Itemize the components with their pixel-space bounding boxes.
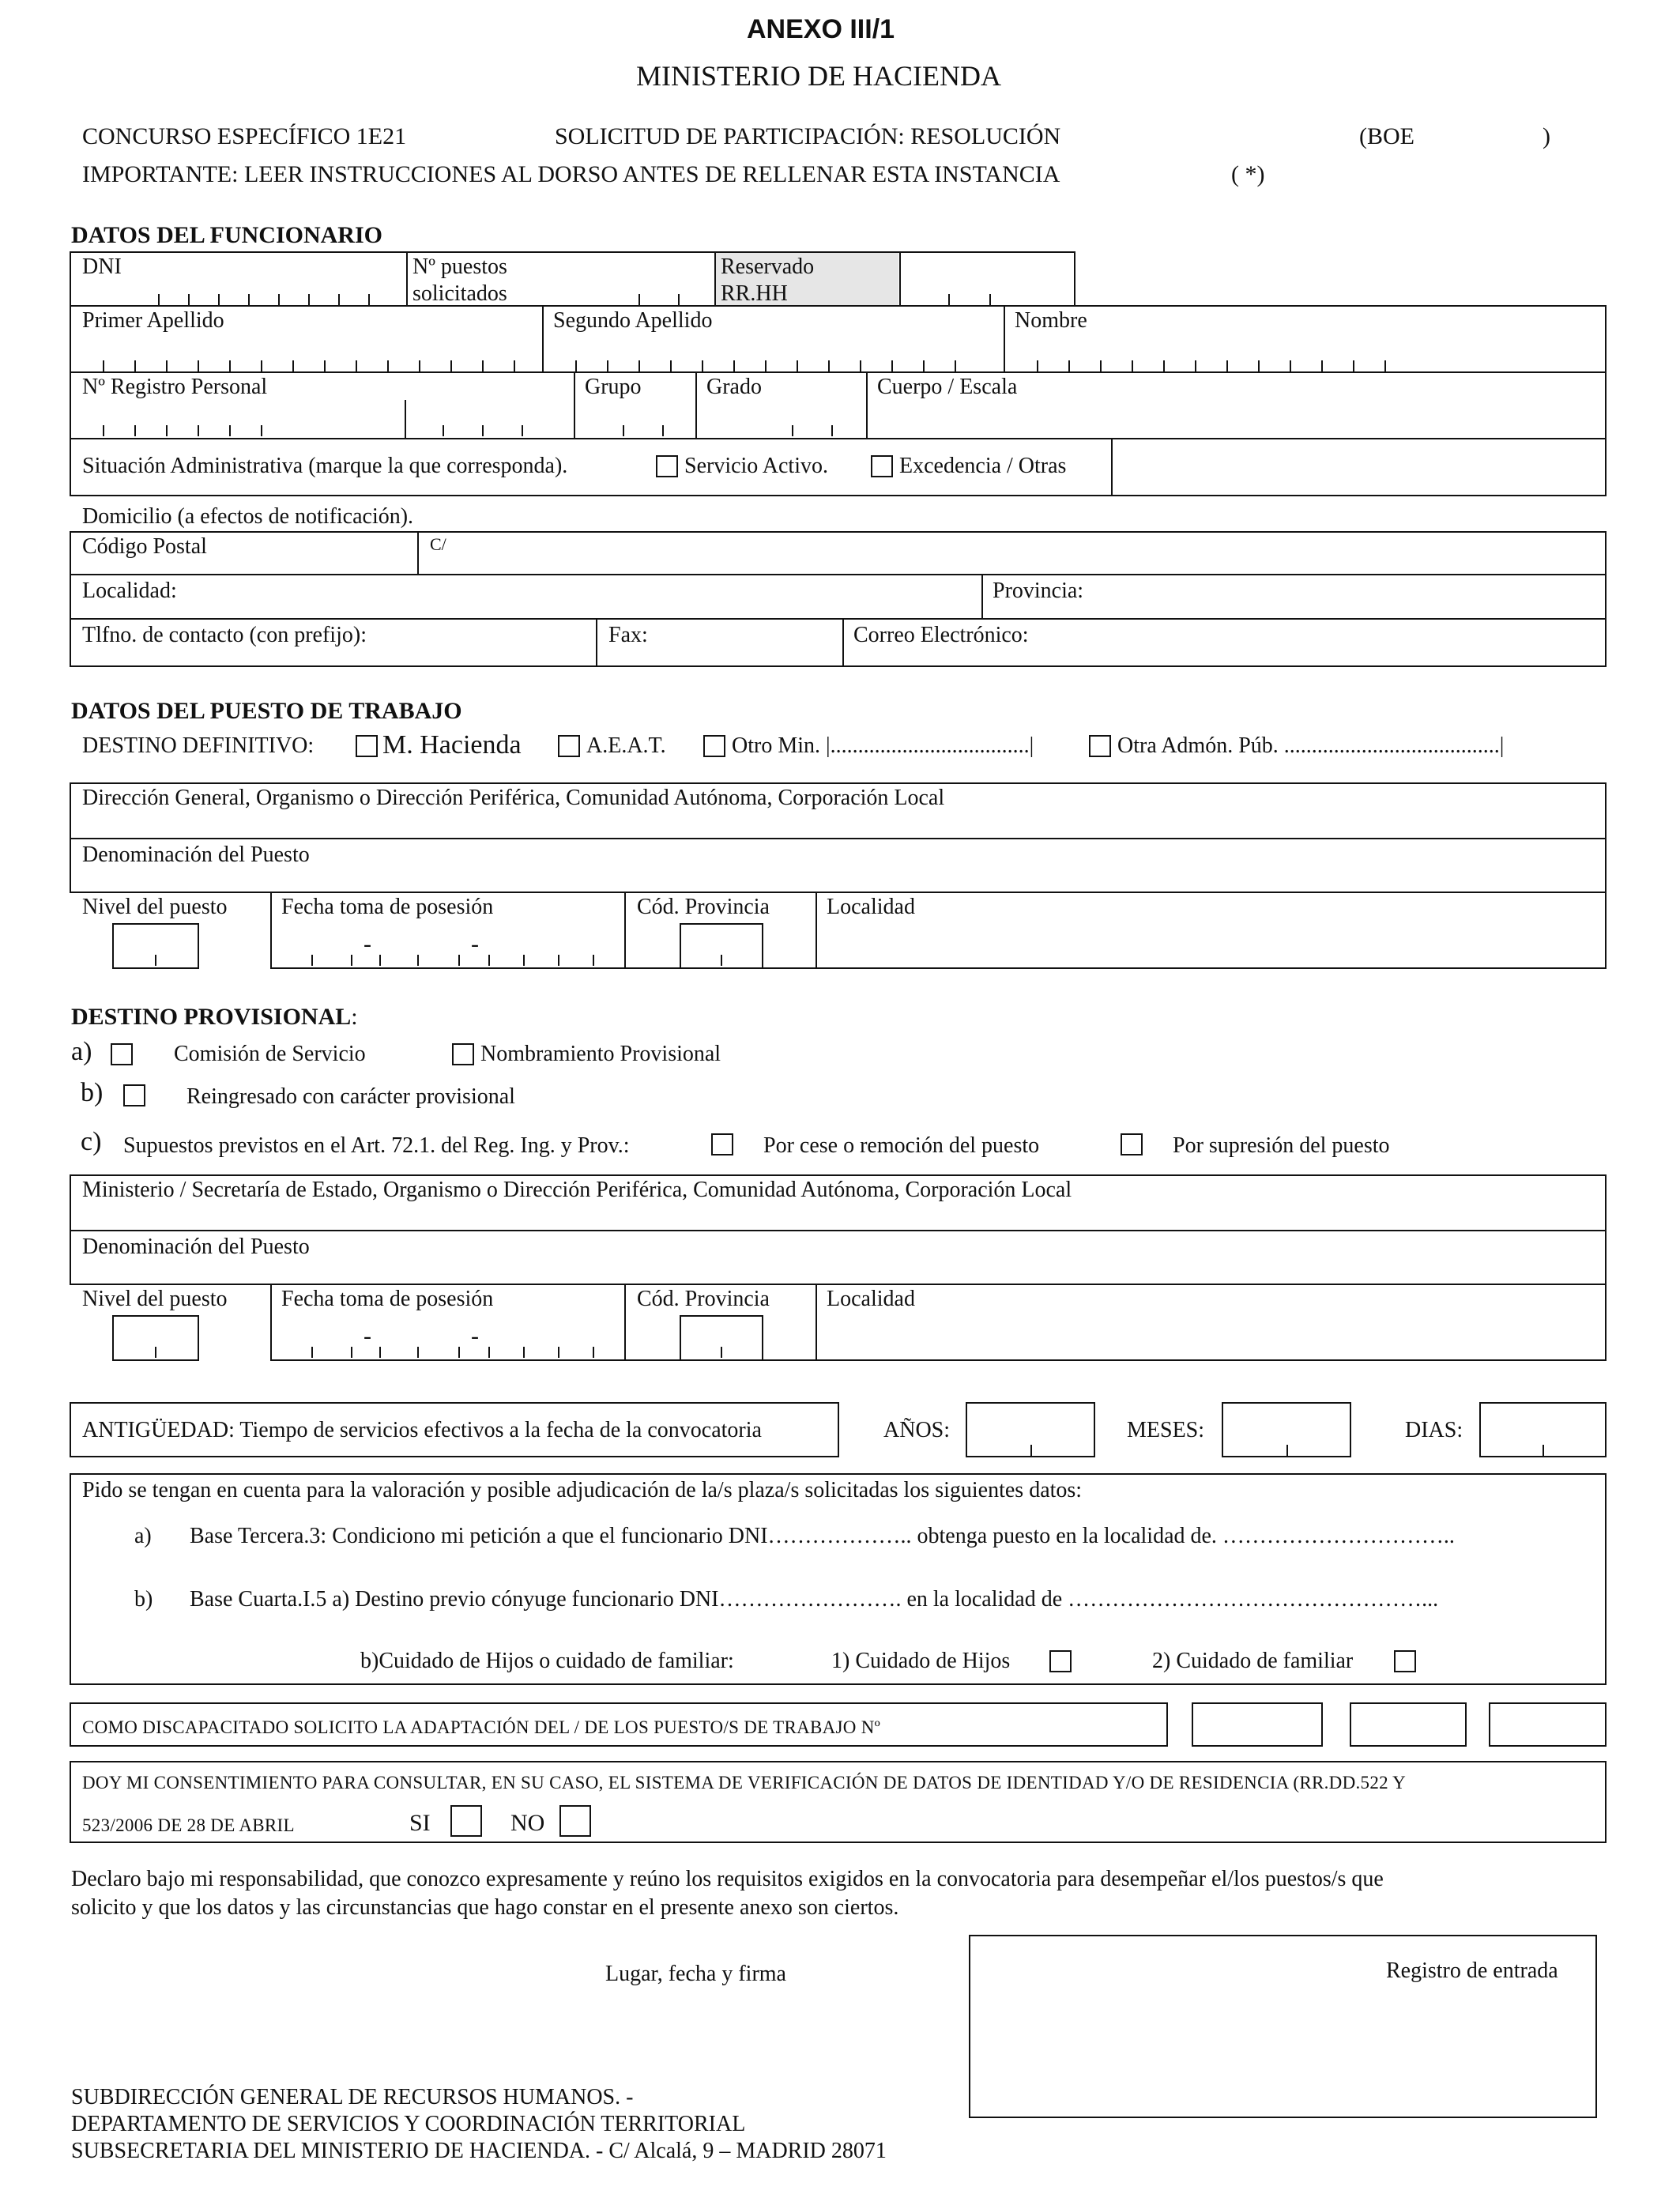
label-registry: Nº Registro Personal	[82, 375, 268, 399]
label-reserved-2: RR.HH	[721, 281, 788, 306]
checkbox-other-ministry[interactable]	[703, 735, 725, 757]
input-email[interactable]	[844, 620, 1605, 665]
label-base-a: a)	[134, 1524, 152, 1548]
input-disability-1[interactable]	[1192, 1702, 1323, 1747]
provisional-title-colon: :	[351, 1004, 358, 1030]
label-years: AÑOS:	[883, 1418, 951, 1442]
label-months: MESES:	[1127, 1418, 1205, 1442]
label-fax: Fax:	[608, 623, 648, 647]
input-positions[interactable]	[616, 269, 711, 305]
def-date-dash-2: -	[471, 931, 479, 957]
label-request-intro: Pido se tengan en cuenta para la valoración y posible adjudicación de la/s plaza/s solicitadas los siguientes datos:	[82, 1478, 1083, 1502]
label-consent-yes: SI	[409, 1810, 431, 1836]
checkbox-other-admin[interactable]	[1089, 735, 1111, 757]
declaration-line-1: Declaro bajo mi responsabilidad, que conozco expresamente y reúno los requisitos exigidos en la convocatoria para desempeñar el/los puestos/s que	[71, 1867, 1384, 1891]
footer-line-3: SUBSECRETARIA DEL MINISTERIO DE HACIENDA. - C/ Alcalá, 9 – MADRID 28071	[71, 2139, 887, 2163]
def-input-org[interactable]	[71, 814, 1605, 836]
prov-input-org[interactable]	[71, 1206, 1605, 1228]
label-body: Cuerpo / Escala	[877, 375, 1018, 399]
label-disability: COMO DISCAPACITADO SOLICITO LA ADAPTACIÓN DEL / DE LOS PUESTO/S DE TRABAJO Nº	[82, 1717, 881, 1737]
provisional-title: DESTINO PROVISIONAL	[71, 1004, 352, 1030]
def-label-org: Dirección General, Organismo o Dirección Periférica, Comunidad Autónoma, Corporación Local	[82, 786, 945, 810]
input-body[interactable]	[868, 400, 1605, 438]
signature-area[interactable]	[443, 1992, 917, 2087]
important-notice: IMPORTANTE: LEER INSTRUCCIONES AL DORSO ANTES DE RELLENAR ESTA INSTANCIA	[82, 161, 1060, 187]
label-situation: Situación Administrativa (marque la que corresponda).	[82, 454, 568, 478]
prov-input-denomination[interactable]	[71, 1261, 1605, 1284]
def-input-locality[interactable]	[817, 922, 1605, 967]
label-dni: DNI	[82, 254, 122, 279]
label-assumptions: Supuestos previstos en el Art. 72.1. del Reg. Ing. y Prov.:	[123, 1133, 630, 1158]
contest-code: CONCURSO ESPECÍFICO 1E21	[82, 123, 407, 149]
prov-label-denomination: Denominación del Puesto	[82, 1235, 310, 1259]
label-reserved: Reservado	[721, 254, 815, 279]
input-group[interactable]	[575, 400, 694, 438]
def-label-date: Fecha toma de posesión	[281, 895, 494, 919]
checkbox-reentry[interactable]	[123, 1084, 145, 1106]
checkbox-consent-yes[interactable]	[450, 1805, 482, 1837]
label-registry-entry: Registro de entrada	[1386, 1958, 1558, 1983]
label-consent-2: 523/2006 DE 28 DE ABRIL	[82, 1815, 295, 1835]
important-ref: ( *)	[1231, 161, 1265, 187]
section-job: DATOS DEL PUESTO DE TRABAJO	[71, 698, 462, 724]
label-phone: Tlfno. de contacto (con prefijo):	[82, 623, 367, 647]
def-input-date[interactable]	[272, 925, 624, 967]
prov-date-dash-2: -	[471, 1323, 479, 1349]
label-care-children: 1) Cuidado de Hijos	[831, 1649, 1011, 1673]
input-street[interactable]	[419, 533, 1605, 574]
def-input-denomination[interactable]	[71, 869, 1605, 892]
input-surname2[interactable]	[544, 348, 1002, 371]
input-province[interactable]	[983, 575, 1605, 618]
label-signature: Lugar, fecha y firma	[605, 1962, 786, 1986]
prov-input-date[interactable]	[272, 1317, 624, 1359]
checkbox-cessation[interactable]	[711, 1133, 733, 1155]
declaration-line-2: solicito y que los datos y las circunstancias que hago constar en el presente anexo son ciertos.	[71, 1895, 899, 1920]
label-seniority: ANTIGÜEDAD: Tiempo de servicios efectivos a la fecha de la convocatoria	[82, 1418, 762, 1442]
label-positions: Nº puestos	[412, 254, 507, 279]
def-label-denomination: Denominación del Puesto	[82, 843, 310, 867]
checkbox-care-children[interactable]	[1049, 1650, 1072, 1672]
label-base-b: b)	[134, 1587, 153, 1612]
label-suppression: Por supresión del puesto	[1173, 1133, 1390, 1158]
checkbox-commission[interactable]	[111, 1043, 133, 1065]
label-surname1: Primer Apellido	[82, 308, 224, 333]
checkbox-care-family[interactable]	[1394, 1650, 1416, 1672]
label-other-ministry: Otro Min. |....................................|	[732, 733, 1034, 758]
label-positions-2: solicitados	[412, 281, 507, 306]
label-definitive: DESTINO DEFINITIVO:	[82, 733, 315, 758]
label-appointment: Nombramiento Provisional	[480, 1042, 721, 1066]
input-name[interactable]	[1005, 348, 1605, 371]
footer-line-1: SUBDIRECCIÓN GENERAL DE RECURSOS HUMANOS. -	[71, 2085, 634, 2109]
checkbox-leave[interactable]	[871, 455, 893, 477]
boe-close: )	[1543, 123, 1550, 149]
request-title: SOLICITUD DE PARTICIPACIÓN: RESOLUCIÓN	[555, 123, 1061, 149]
input-surname1[interactable]	[71, 348, 541, 371]
provisional-title-wrap	[71, 1005, 358, 1029]
label-active-service: Servicio Activo.	[684, 454, 828, 478]
checkbox-appointment[interactable]	[452, 1043, 474, 1065]
input-grade[interactable]	[697, 400, 864, 438]
label-commission: Comisión de Servicio	[174, 1042, 366, 1066]
prov-label-locality: Localidad	[827, 1287, 915, 1311]
ministry-title: MINISTERIO DE HACIENDA	[636, 60, 1001, 92]
checkbox-aeat[interactable]	[558, 735, 580, 757]
text-base-tercera[interactable]: Base Tercera.3: Condiciono mi petición a que el funcionario DNI……………….. obtenga puesto en la localidad de. …………………………..	[190, 1524, 1455, 1548]
label-hacienda: M. Hacienda	[382, 730, 522, 760]
text-base-cuarta[interactable]: Base Cuarta.I.5 a) Destino previo cónyuge funcionario DNI……………………. en la localidad de …………………………………………...	[190, 1587, 1439, 1612]
label-grade: Grado	[706, 375, 762, 399]
annex-title: ANEXO III/1	[747, 14, 895, 44]
label-prov-b: b)	[81, 1078, 104, 1107]
label-prov-a: a)	[71, 1037, 92, 1066]
def-date-dash-1: -	[363, 931, 371, 957]
def-label-locality: Localidad	[827, 895, 915, 919]
input-fax[interactable]	[597, 620, 841, 665]
input-disability-3[interactable]	[1489, 1702, 1607, 1747]
input-postal[interactable]	[71, 533, 416, 574]
label-prov-c: c)	[81, 1127, 102, 1156]
label-surname2: Segundo Apellido	[553, 308, 713, 333]
prov-input-locality[interactable]	[817, 1314, 1605, 1359]
checkbox-active-service[interactable]	[656, 455, 678, 477]
label-days: DIAS:	[1405, 1418, 1463, 1442]
label-province: Provincia:	[993, 579, 1084, 603]
input-registry[interactable]	[71, 400, 572, 438]
prov-label-level: Nivel del puesto	[82, 1287, 228, 1311]
prov-label-prov: Cód. Provincia	[637, 1287, 770, 1311]
label-email: Correo Electrónico:	[853, 623, 1029, 647]
checkbox-consent-no[interactable]	[559, 1805, 591, 1837]
label-care: b)Cuidado de Hijos o cuidado de familiar:	[360, 1649, 734, 1673]
label-care-family: 2) Cuidado de familiar	[1152, 1649, 1354, 1673]
input-dni[interactable]	[76, 269, 400, 305]
label-street: C/	[430, 534, 446, 554]
prov-label-org: Ministerio / Secretaría de Estado, Organismo o Dirección Periférica, Comunidad Autónoma, Corporación Local	[82, 1178, 1072, 1202]
input-reserved[interactable]	[901, 269, 1073, 305]
input-disability-2[interactable]	[1350, 1702, 1467, 1747]
label-locality: Localidad:	[82, 579, 177, 603]
label-consent-1: DOY MI CONSENTIMIENTO PARA CONSULTAR, EN SU CASO, EL SISTEMA DE VERIFICACIÓN DE DATOS DE IDENTIDAD Y/O DE RESIDENCIA (RR.DD.522 Y	[82, 1773, 1407, 1793]
section-official: DATOS DEL FUNCIONARIO	[71, 222, 382, 248]
def-label-level: Nivel del puesto	[82, 895, 228, 919]
label-aeat: A.E.A.T.	[586, 733, 666, 758]
label-name: Nombre	[1015, 308, 1087, 333]
checkbox-suppression[interactable]	[1121, 1133, 1143, 1155]
label-postal: Código Postal	[82, 534, 207, 559]
label-leave: Excedencia / Otras	[899, 454, 1067, 478]
input-locality[interactable]	[71, 575, 980, 618]
footer-line-2: DEPARTAMENTO DE SERVICIOS Y COORDINACIÓN TERRITORIAL	[71, 2112, 746, 2136]
checkbox-hacienda[interactable]	[356, 735, 378, 757]
prov-label-date: Fecha toma de posesión	[281, 1287, 494, 1311]
label-other-admin: Otra Admón. Púb. .......................................|	[1117, 733, 1505, 758]
label-cessation: Por cese o remoción del puesto	[763, 1133, 1040, 1158]
label-group: Grupo	[585, 375, 642, 399]
label-consent-no: NO	[510, 1810, 545, 1836]
label-address: Domicilio (a efectos de notificación).	[82, 504, 414, 529]
boe-open: (BOE	[1359, 123, 1414, 149]
prov-date-dash-1: -	[363, 1323, 371, 1349]
label-reentry: Reingresado con carácter provisional	[186, 1084, 515, 1109]
input-phone[interactable]	[71, 620, 594, 665]
def-label-prov: Cód. Provincia	[637, 895, 770, 919]
